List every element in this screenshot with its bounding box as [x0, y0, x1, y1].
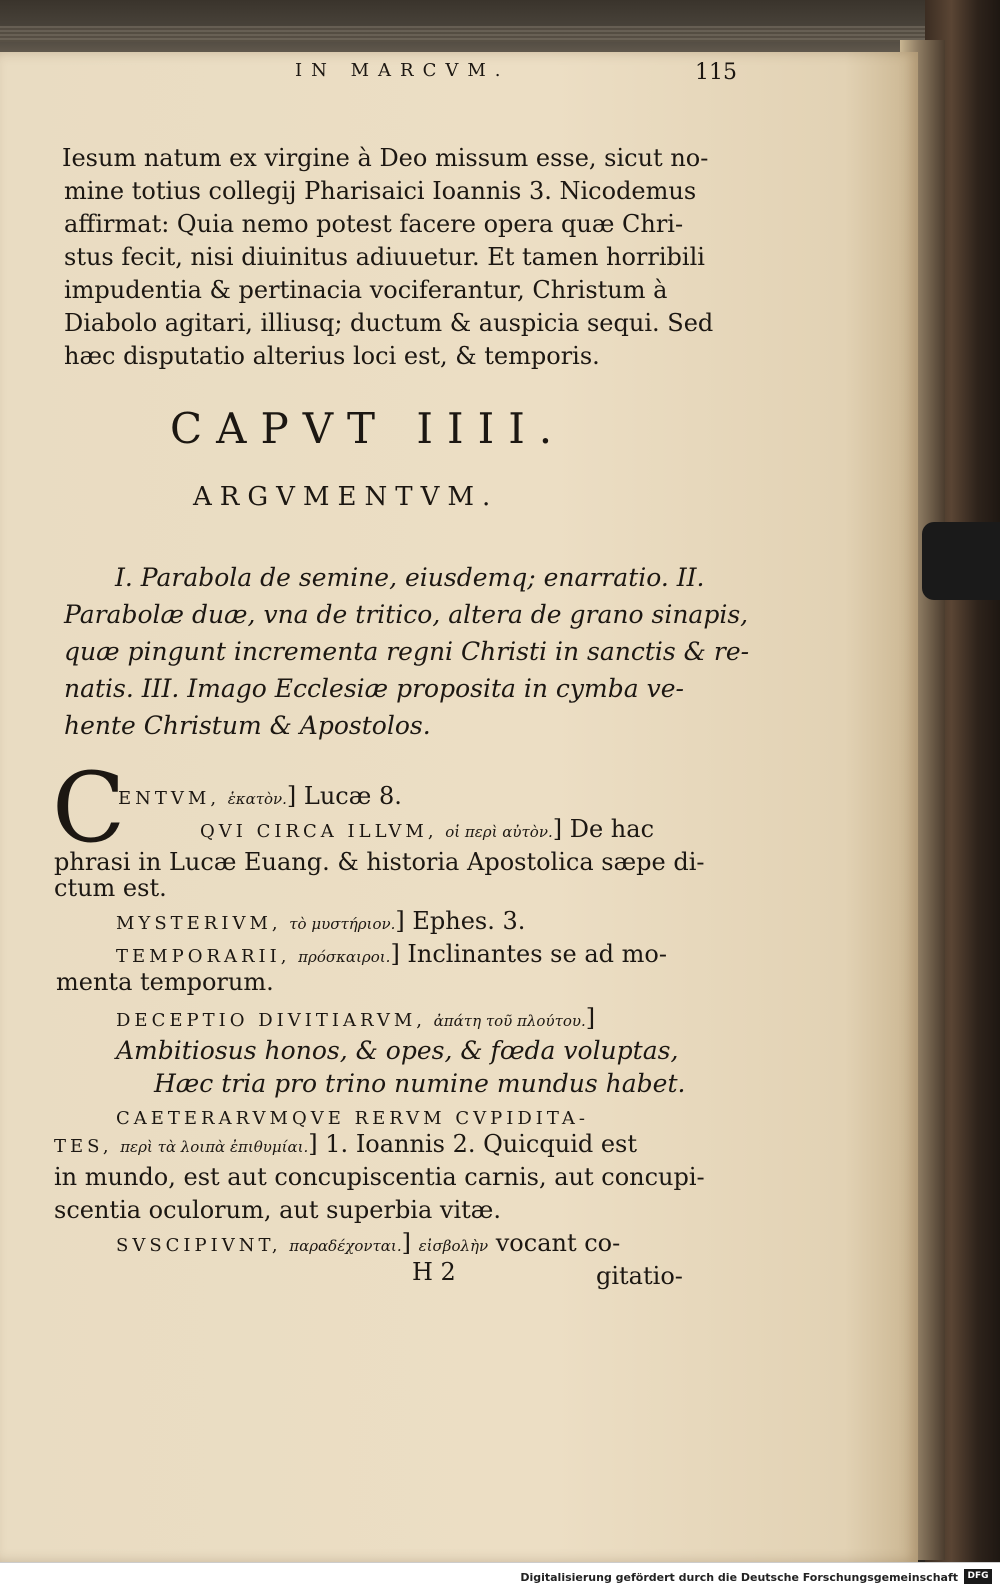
- lemma: TES,: [54, 1136, 113, 1157]
- commentary-line: [54, 1128, 637, 1164]
- commentary-line: phrasi in Lucæ Euang. & historia Apostolica sæpe di-: [54, 848, 705, 876]
- argument-line: hente Christum & Apostolos.: [64, 711, 431, 740]
- greek-term: ἑκατὸν.: [227, 790, 287, 808]
- argument-line: quæ pingunt incrementa regni Christi in sanctis & re-: [64, 637, 750, 666]
- commentary-line: [116, 1227, 620, 1263]
- drop-cap: C: [52, 752, 126, 864]
- running-title: IN MARCVM.: [295, 60, 510, 81]
- greek-term: εἰσβολὴν: [418, 1237, 489, 1255]
- argument-heading: ARGVMENTVM.: [193, 482, 499, 512]
- paragraph-line: hæc disputatio alterius loci est, & temporis.: [64, 342, 600, 370]
- gloss: ]: [401, 1229, 411, 1257]
- lemma: QVI CIRCA ILLVM,: [200, 821, 438, 842]
- greek-term: τὸ μυστήριον.: [289, 915, 396, 933]
- verse-line: Hæc tria pro trino numine mundus habet.: [154, 1069, 686, 1098]
- greek-term: οἱ περὶ αὐτὸν.: [445, 823, 553, 841]
- lemma: CAETERARVMQVE RERVM CVPIDITA-: [116, 1108, 589, 1129]
- page-block-edge: [0, 26, 930, 42]
- paragraph-line: Diabolo agitari, illiusq; ductum & auspicia sequi. Sed: [64, 309, 714, 337]
- paragraph-line: mine totius collegij Pharisaici Ioannis 3. Nicodemus: [64, 177, 697, 205]
- commentary-line: menta temporum.: [56, 968, 274, 996]
- footer-credit: Digitalisierung gefördert durch die Deutsche Forschungsgemeinschaft: [520, 1571, 958, 1584]
- commentary-line: scentia oculorum, aut superbia vitæ.: [54, 1196, 501, 1224]
- commentary-line: ctum est.: [54, 874, 167, 902]
- gloss: vocant co-: [495, 1229, 621, 1257]
- chapter-title: CAPVT IIII.: [170, 404, 567, 453]
- gloss: ] 1. Ioannis 2. Quicquid est: [308, 1130, 638, 1158]
- commentary-line: [118, 780, 402, 816]
- argument-line: Parabolæ duæ, vna de tritico, altera de grano sinapis,: [64, 600, 749, 629]
- greek-term: παραδέχονται.: [289, 1237, 402, 1255]
- commentary-line: [200, 813, 654, 849]
- lemma: DECEPTIO DIVITIARVM,: [116, 1010, 427, 1031]
- paragraph-line: Iesum natum ex virgine à Deo missum esse, sicut no-: [62, 144, 709, 172]
- greek-term: περὶ τὰ λοιπὰ ἐπιθυμίαι.: [120, 1138, 309, 1156]
- digitization-footer: [0, 1562, 1000, 1592]
- argument-line: natis. III. Imago Ecclesiæ proposita in cymba ve-: [64, 674, 684, 703]
- dfg-logo: DFG: [964, 1569, 992, 1584]
- paragraph-line: stus fecit, nisi diuinitus adiuuetur. Et tamen horribili: [64, 243, 705, 271]
- signature-mark: H 2: [412, 1258, 456, 1286]
- paragraph-line: affirmat: Quia nemo potest facere opera quæ Chri-: [64, 210, 684, 238]
- page-number: 115: [695, 60, 737, 85]
- lemma: ENTVM,: [118, 788, 221, 809]
- gloss: ] De hac: [552, 815, 655, 843]
- greek-term: ἀπάτη τοῦ πλούτου.: [433, 1012, 586, 1030]
- gloss: ]: [585, 1004, 596, 1032]
- argument-line: I. Parabola de semine, eiusdemq; enarratio. II.: [115, 563, 705, 592]
- paragraph-line: impudentia & pertinacia vociferantur, Christum à: [64, 276, 668, 304]
- gloss: ] Inclinantes se ad mo-: [390, 940, 667, 968]
- gloss: ] Lucæ 8.: [286, 782, 402, 810]
- commentary-line: in mundo, est aut concupiscentia carnis, aut concupi-: [54, 1163, 705, 1191]
- verse-line: Ambitiosus honos, & opes, & fœda voluptas,: [116, 1036, 679, 1065]
- greek-term: πρόσκαιροι.: [298, 948, 391, 966]
- commentary-line: [116, 905, 525, 941]
- lemma: MYSTERIVM,: [116, 913, 282, 934]
- lemma: TEMPORARII,: [116, 946, 291, 967]
- lemma: SVSCIPIVNT,: [116, 1235, 282, 1256]
- gloss: ] Ephes. 3.: [395, 907, 526, 935]
- catchword: gitatio-: [596, 1262, 683, 1290]
- bookmark-ribbon: [922, 522, 1000, 600]
